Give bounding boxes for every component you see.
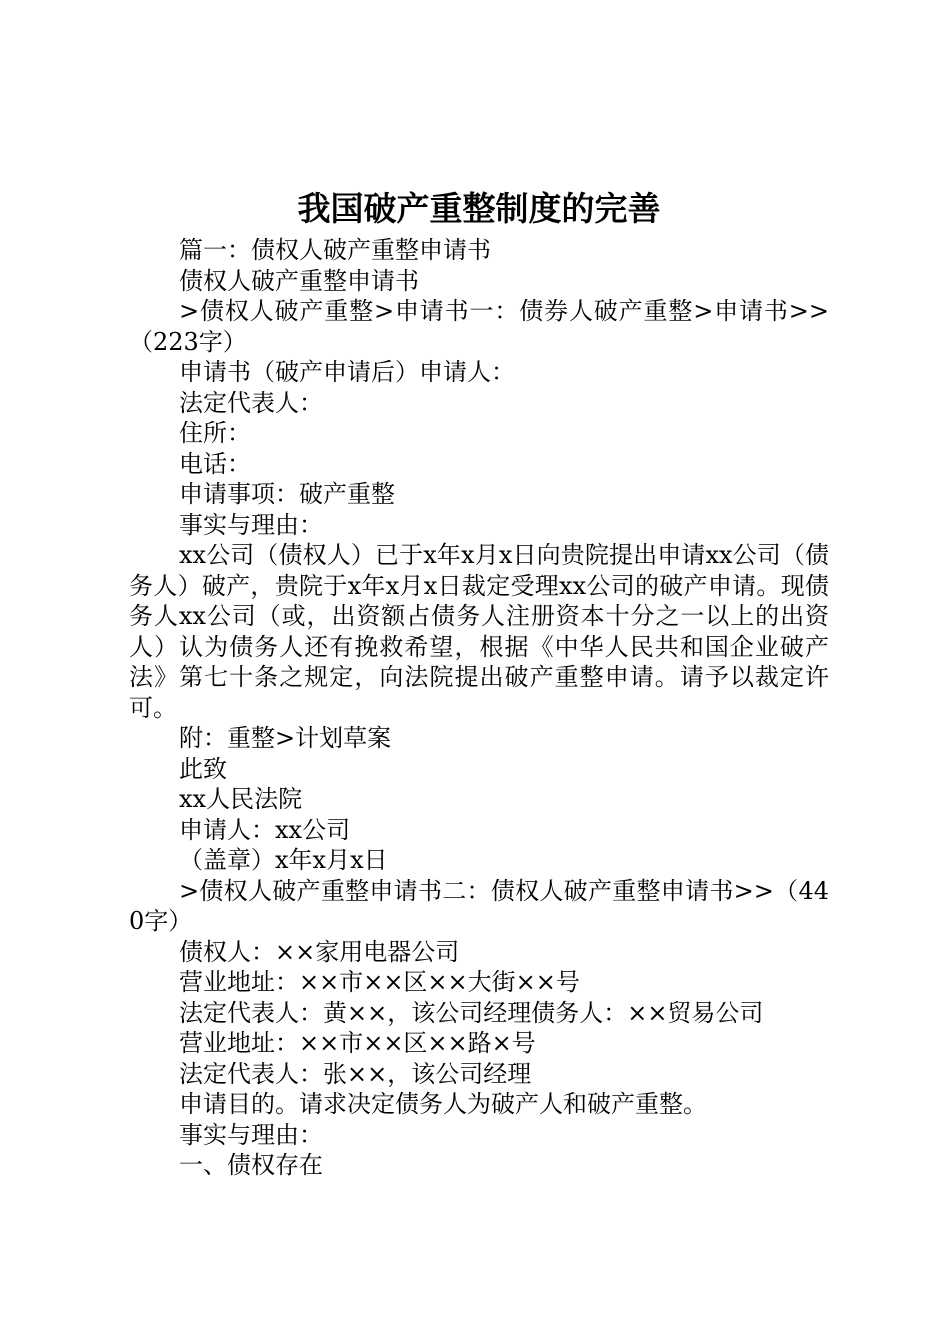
paragraph: >债权人破产重整申请书二：债权人破产重整申请书>>（440字） <box>129 876 829 935</box>
paragraph: 营业地址：××市××区××路×号 <box>179 1029 536 1057</box>
paragraph: 附：重整>计划草案 <box>179 724 392 752</box>
paragraph: >债权人破产重整>申请书一：债券人破产重整>申请书>>（223字） <box>129 297 829 356</box>
paragraph: 法定代表人：黄××，该公司经理债务人：××贸易公司 <box>179 998 764 1027</box>
document-title: 我国破产重整制度的完善 <box>297 189 661 228</box>
paragraph: xx公司（债权人）已于x年x月x日向贵院提出申请xx公司（债务人）破产，贵院于x年x月x日裁定受理xx公司的破产申请。现债务人xx公司（或，出资额占债务人注册资本十分之一以上的出资人）认为债务人还有挽救希望，根据《中华人民共和国企业破产法》第七十条之规定，向法院提出破产重整申请。请予以裁定许可。 <box>129 541 829 722</box>
paragraph: 一、债权存在 <box>179 1151 323 1179</box>
paragraph: 债权人：××家用电器公司 <box>179 937 460 966</box>
paragraph: 申请书（破产申请后）申请人： <box>179 358 515 386</box>
paragraph: 住所： <box>179 419 251 447</box>
paragraph: 篇一：债权人破产重整申请书 <box>179 236 491 264</box>
paragraph: 法定代表人： <box>179 388 323 417</box>
document-body <box>129 235 829 1181</box>
paragraph: （盖章）x年x月x日 <box>179 846 388 874</box>
paragraph: 申请目的。请求决定债务人为破产人和破产重整。 <box>179 1090 707 1118</box>
paragraph: 电话： <box>179 449 251 478</box>
paragraph: 此致 <box>179 754 227 783</box>
paragraph: 营业地址：××市××区××大街××号 <box>179 968 580 996</box>
paragraph: 申请人：xx公司 <box>179 815 351 844</box>
paragraph: 债权人破产重整申请书 <box>179 266 419 295</box>
paragraph: xx人民法院 <box>179 785 303 813</box>
paragraph: 法定代表人：张××，该公司经理 <box>179 1059 532 1088</box>
paragraph: 申请事项：破产重整 <box>179 480 395 508</box>
paragraph: 事实与理由： <box>179 510 323 539</box>
paragraph: 事实与理由： <box>179 1120 323 1149</box>
